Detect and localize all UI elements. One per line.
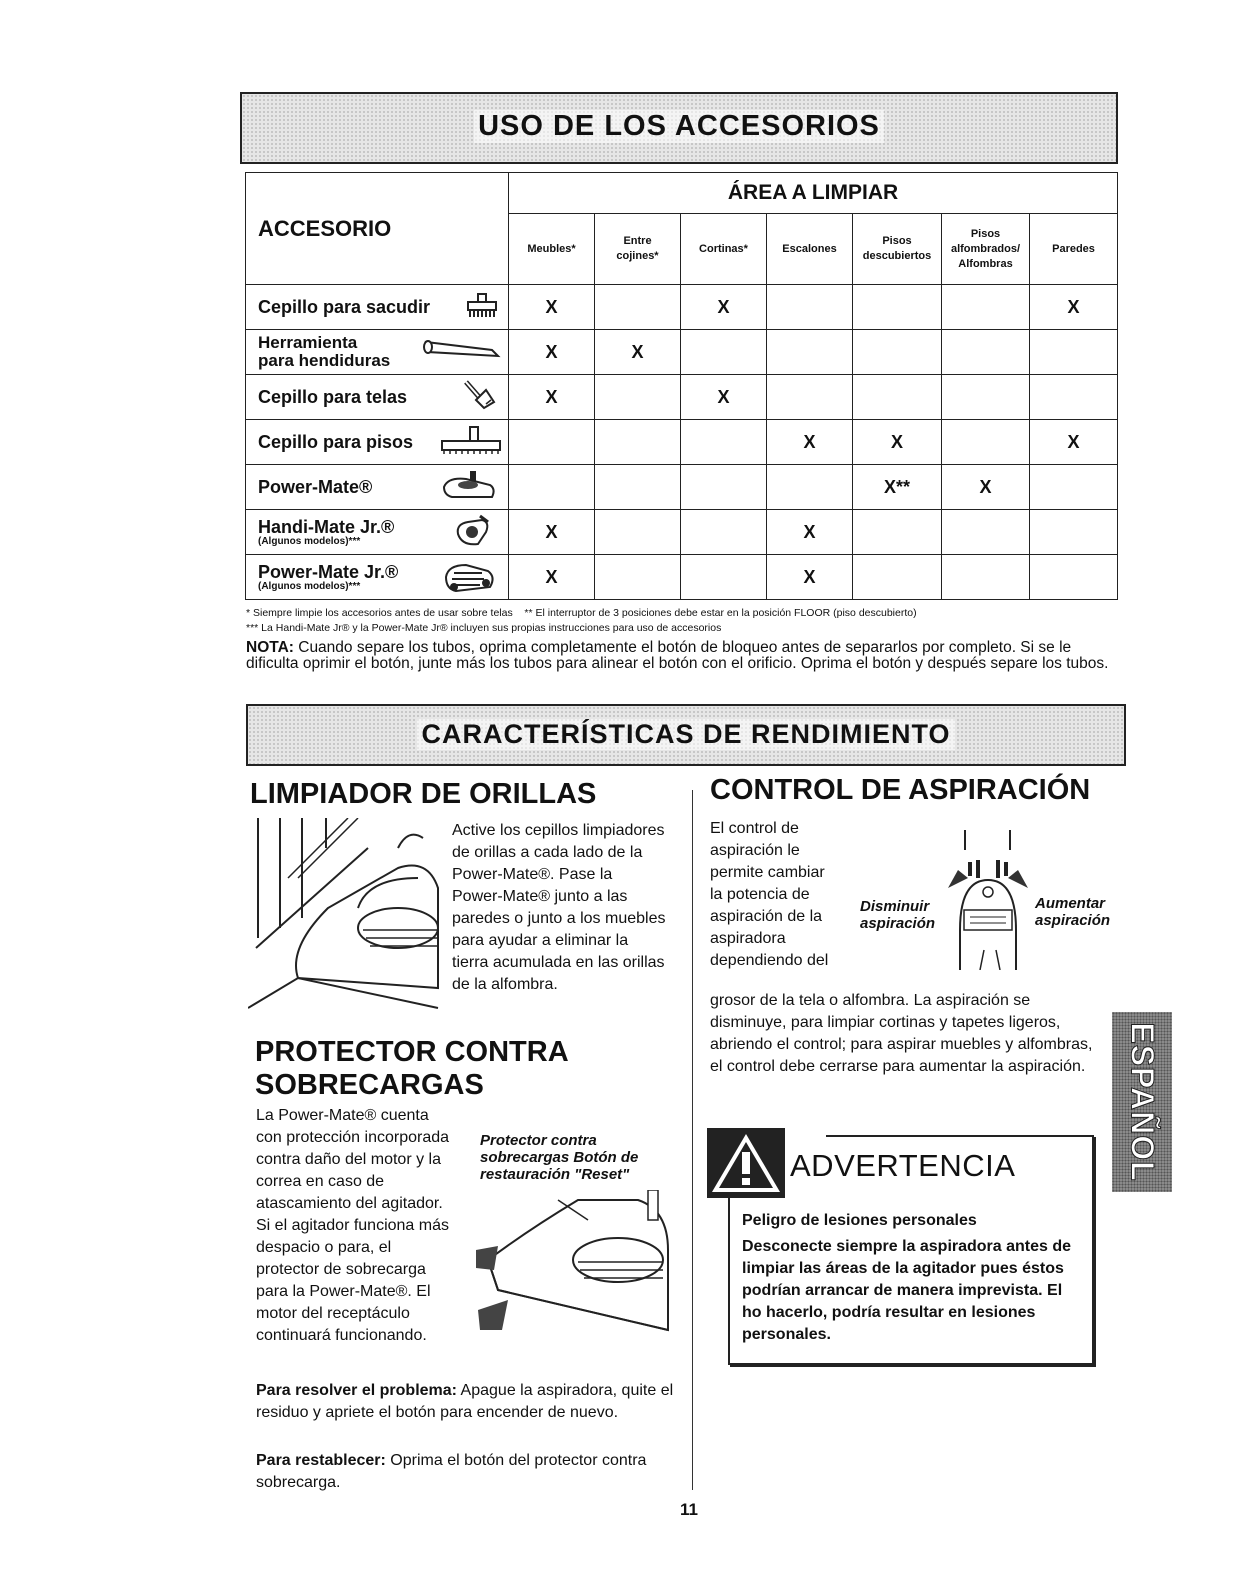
column-header: Cortinas* <box>681 214 767 285</box>
accessory-name-cell <box>246 285 509 330</box>
mark-cell: X** <box>853 465 942 510</box>
warning-subtitle: Peligro de lesiones personales <box>742 1212 977 1229</box>
mark-cell <box>767 465 853 510</box>
mark-cell <box>681 420 767 465</box>
mark-cell: X <box>942 465 1030 510</box>
limpiador-title: LIMPIADOR DE ORILLAS <box>250 778 597 810</box>
accessory-subnote: (Algunos modelos)*** <box>258 535 361 547</box>
accessory-name-cell <box>246 330 509 375</box>
mark-cell <box>942 285 1030 330</box>
mark-cell <box>595 555 681 600</box>
mark-cell: X <box>509 375 595 420</box>
mark-cell <box>681 510 767 555</box>
column-header: Entre cojines* <box>595 214 681 285</box>
nota-paragraph <box>246 640 1118 672</box>
table-row <box>246 285 1118 330</box>
accessory-name: Cepillo para sacudir <box>258 297 431 317</box>
mark-cell <box>853 330 942 375</box>
table-row <box>246 555 1118 600</box>
aumentar-line-2: aspiración <box>1035 912 1111 929</box>
column-header: Meubles* <box>509 214 595 285</box>
power-mate-jr-icon <box>442 559 498 595</box>
edge-cleaner-illustration <box>248 818 448 1018</box>
disminuir-label <box>860 898 935 932</box>
mark-cell <box>767 375 853 420</box>
overload-protector-illustration <box>468 1190 678 1340</box>
table-row <box>246 420 1118 465</box>
mark-cell: X <box>681 285 767 330</box>
mark-cell: X <box>767 420 853 465</box>
mark-cell: X <box>767 555 853 600</box>
mark-cell <box>1030 465 1118 510</box>
mark-cell: X <box>767 510 853 555</box>
nota-label: NOTA: <box>246 639 294 656</box>
mark-cell <box>509 465 595 510</box>
mark-cell <box>853 510 942 555</box>
mark-cell <box>1030 330 1118 375</box>
disminuir-line-2: aspiración <box>860 915 936 932</box>
mark-cell <box>1030 510 1118 555</box>
column-header: Pisos alfombrados/ Alfombras <box>942 214 1030 285</box>
mark-cell <box>595 375 681 420</box>
protector-title-line-2: SOBRECARGAS <box>255 1069 484 1101</box>
restablecer-paragraph <box>256 1450 676 1494</box>
restablecer-label: Para restablecer: <box>256 1452 386 1469</box>
aumentar-line-1: Aumentar <box>1035 895 1106 912</box>
footnote-3: *** La Handi-Mate Jr® y la Power-Mate Jr® incluyen sus propias instrucciones para uso de accesorios <box>246 622 722 634</box>
mark-cell <box>681 465 767 510</box>
table-row <box>246 510 1118 555</box>
mark-cell <box>942 555 1030 600</box>
nota-text: Cuando separe los tubos, oprima completamente el botón de bloqueo antes de separarlos por completo. Si se le dificulta oprimir el botón, junte más los tubos para alinear el botón con el orificio. Oprima el botón y después separe los tubos. <box>246 639 1109 672</box>
accessory-name: Handi-Mate Jr.® <box>258 516 395 537</box>
mark-cell <box>942 330 1030 375</box>
column-header: Escalones <box>767 214 853 285</box>
mark-cell: X <box>509 285 595 330</box>
mark-cell <box>767 330 853 375</box>
resolver-text: Apague la aspiradora, quite el residuo y apriete el botón para encender de nuevo. <box>256 1382 674 1421</box>
rendimiento-banner <box>246 704 1126 766</box>
mark-cell <box>681 330 767 375</box>
language-tab <box>1112 1012 1172 1192</box>
warning-text: Desconecte siempre la aspiradora antes de limpiar las áreas de la agitador pues éstos podrían arrancar de manera imprevista. El ho hacerlo, podría resultar en lesiones personales. <box>742 1238 1072 1343</box>
accessory-name-cell <box>246 465 509 510</box>
accessory-subnote: (Algunos modelos)*** <box>258 580 361 592</box>
limpiador-text: Active los cepillos limpiadores de orillas a cada lado de la Power-Mate®. Pase la Power-Mate® junto a las paredes o junto a los muebles para ayudar a eliminar la tierra acumulada en las orillas de la alfombra. <box>452 822 666 993</box>
mark-cell: X <box>681 375 767 420</box>
mark-cell <box>595 420 681 465</box>
mark-cell: X <box>1030 420 1118 465</box>
floor-brush-icon <box>438 426 502 456</box>
mark-cell <box>942 375 1030 420</box>
protector-title-line-1: PROTECTOR CONTRA <box>255 1036 569 1068</box>
control-text-wide: grosor de la tela o alfombra. La aspiración se disminuye, para limpiar cortinas y tapetes ligeros, abriendo el control; para aspirar muebles y alfombras, el control debe cerrarse para aumentar la aspiración. <box>710 992 1093 1075</box>
mark-cell: X <box>1030 285 1118 330</box>
column-header: Paredes <box>1030 214 1118 285</box>
accesorios-title: USO DE LOS ACCESORIOS <box>474 110 884 143</box>
suction-control-illustration <box>940 820 1050 970</box>
upholstery-brush-icon <box>460 380 496 410</box>
aumentar-label <box>1035 895 1110 929</box>
footnote-1: * Siempre limpie los accesorios antes de usar sobre telas <box>246 607 513 619</box>
accessories-table <box>245 172 1118 600</box>
control-title: CONTROL DE ASPIRACIÓN <box>710 774 1091 806</box>
restablecer-text: Oprima el botón del protector contra sobrecarga. <box>256 1452 647 1491</box>
mark-cell <box>681 555 767 600</box>
dusting-brush-icon <box>464 293 500 319</box>
crevice-tool-icon <box>422 336 502 362</box>
accessory-name-cell <box>246 555 509 600</box>
protector-caption: Protector contra sobrecargas Botón de restauración "Reset" <box>480 1132 639 1183</box>
language-tab-label: ESPAÑOL <box>1124 1022 1161 1182</box>
mark-cell <box>509 420 595 465</box>
mark-cell: X <box>595 330 681 375</box>
accesorio-header: ACCESORIO <box>246 173 509 285</box>
footnotes <box>246 606 1126 636</box>
table-row <box>246 465 1118 510</box>
accessory-name: Power-Mate Jr.® <box>258 561 399 582</box>
warning-triangle-icon <box>707 1128 785 1198</box>
area-header: ÁREA A LIMPIAR <box>509 173 1118 214</box>
accessory-name-cell <box>246 375 509 420</box>
mark-cell <box>853 555 942 600</box>
accessory-name-cell <box>246 420 509 465</box>
accessory-name: Power-Mate® <box>258 477 373 497</box>
footnote-2: ** El interruptor de 3 posiciones debe estar en la posición FLOOR (piso descubierto) <box>524 607 917 619</box>
table-row <box>246 375 1118 420</box>
mark-cell <box>853 285 942 330</box>
mark-cell <box>595 285 681 330</box>
accesorios-banner <box>240 92 1118 164</box>
mark-cell: X <box>853 420 942 465</box>
control-text-narrow: El control de aspiración le permite cambiar la potencia de aspiración de la aspiradora dependiendo del <box>710 820 829 969</box>
protector-title <box>255 1036 569 1102</box>
accessory-name: Herramienta para hendiduras <box>258 333 391 370</box>
page-number: 11 <box>680 1500 698 1519</box>
rendimiento-title: CARACTERÍSTICAS DE RENDIMIENTO <box>417 719 954 750</box>
mark-cell: X <box>509 510 595 555</box>
warning-title: ADVERTENCIA <box>790 1148 1016 1183</box>
accessory-name: Cepillo para pisos <box>258 432 414 452</box>
mark-cell <box>1030 555 1118 600</box>
column-header: Pisos descubiertos <box>853 214 942 285</box>
mark-cell <box>595 465 681 510</box>
protector-text: La Power-Mate® cuenta con protección incorporada contra daño del motor y la correa en caso de atascamiento del agitador. Si el agitador funciona más despacio o para, el protector de sobrecarga para la Power-Mate®. El motor del receptáculo continuará funcionando. <box>256 1107 450 1344</box>
power-mate-icon <box>440 471 498 501</box>
mark-cell <box>595 510 681 555</box>
mark-cell <box>1030 375 1118 420</box>
disminuir-line-1: Disminuir <box>860 898 930 915</box>
accessory-name: Cepillo para telas <box>258 387 408 407</box>
column-divider <box>692 790 693 1490</box>
resolver-label: Para resolver el problema: <box>256 1382 457 1399</box>
accessory-name-cell <box>246 510 509 555</box>
mark-cell: X <box>509 555 595 600</box>
mark-cell <box>767 285 853 330</box>
table-row <box>246 330 1118 375</box>
mark-cell <box>942 510 1030 555</box>
resolver-paragraph <box>256 1380 676 1424</box>
mark-cell <box>853 375 942 420</box>
handi-mate-icon <box>452 514 492 548</box>
mark-cell: X <box>509 330 595 375</box>
mark-cell <box>942 420 1030 465</box>
